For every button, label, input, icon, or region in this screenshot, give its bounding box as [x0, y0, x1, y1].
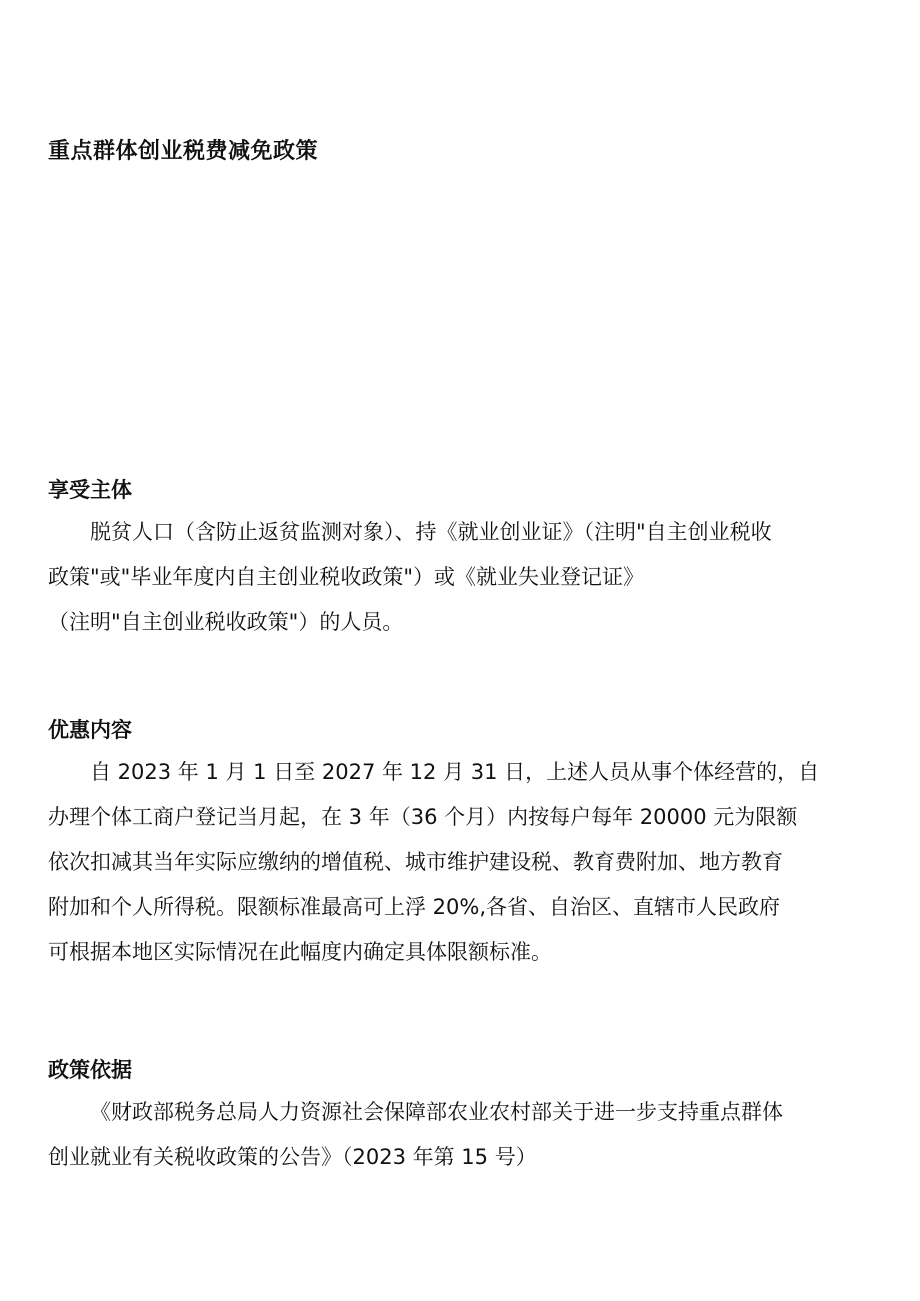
text-line: 《财政部税务总局人力资源社会保障部农业农村部关于进一步支持重点群体	[90, 1100, 783, 1124]
section-body-preferential-content	[48, 750, 876, 975]
text-line: 办理个体工商户登记当月起，在 3 年（36 个月）内按每户每年 20000 元为限额	[48, 805, 798, 829]
text-line: 附加和个人所得税。限额标准最高可上浮 20%,各省、自治区、直辖市人民政府	[48, 895, 781, 919]
text-line: 政策"或"毕业年度内自主创业税收政策"）或《就业失业登记证》	[48, 565, 644, 589]
page-title: 重点群体创业税费减免政策	[48, 139, 319, 164]
section-body-eligible-subjects	[48, 510, 876, 645]
section-body-policy-basis	[48, 1090, 876, 1180]
text-line: 依次扣减其当年实际应缴纳的增值税、城市维护建设税、教育费附加、地方教育	[48, 850, 783, 874]
section-heading-policy-basis: 政策依据	[48, 1058, 132, 1082]
text-line: （注明"自主创业税收政策"）的人员。	[48, 610, 404, 634]
text-line: 创业就业有关税收政策的公告》（2023 年第 15 号）	[48, 1145, 537, 1169]
section-heading-eligible-subjects: 享受主体	[48, 478, 132, 502]
text-line: 自 2023 年 1 月 1 日至 2027 年 12 月 31 日，上述人员从事个体经营的，自	[90, 760, 820, 784]
text-line: 可根据本地区实际情况在此幅度内确定具体限额标准。	[48, 940, 552, 964]
text-line: 脱贫人口（含防止返贫监测对象）、持《就业创业证》（注明"自主创业税收	[90, 520, 772, 544]
section-heading-preferential-content: 优惠内容	[48, 718, 132, 742]
